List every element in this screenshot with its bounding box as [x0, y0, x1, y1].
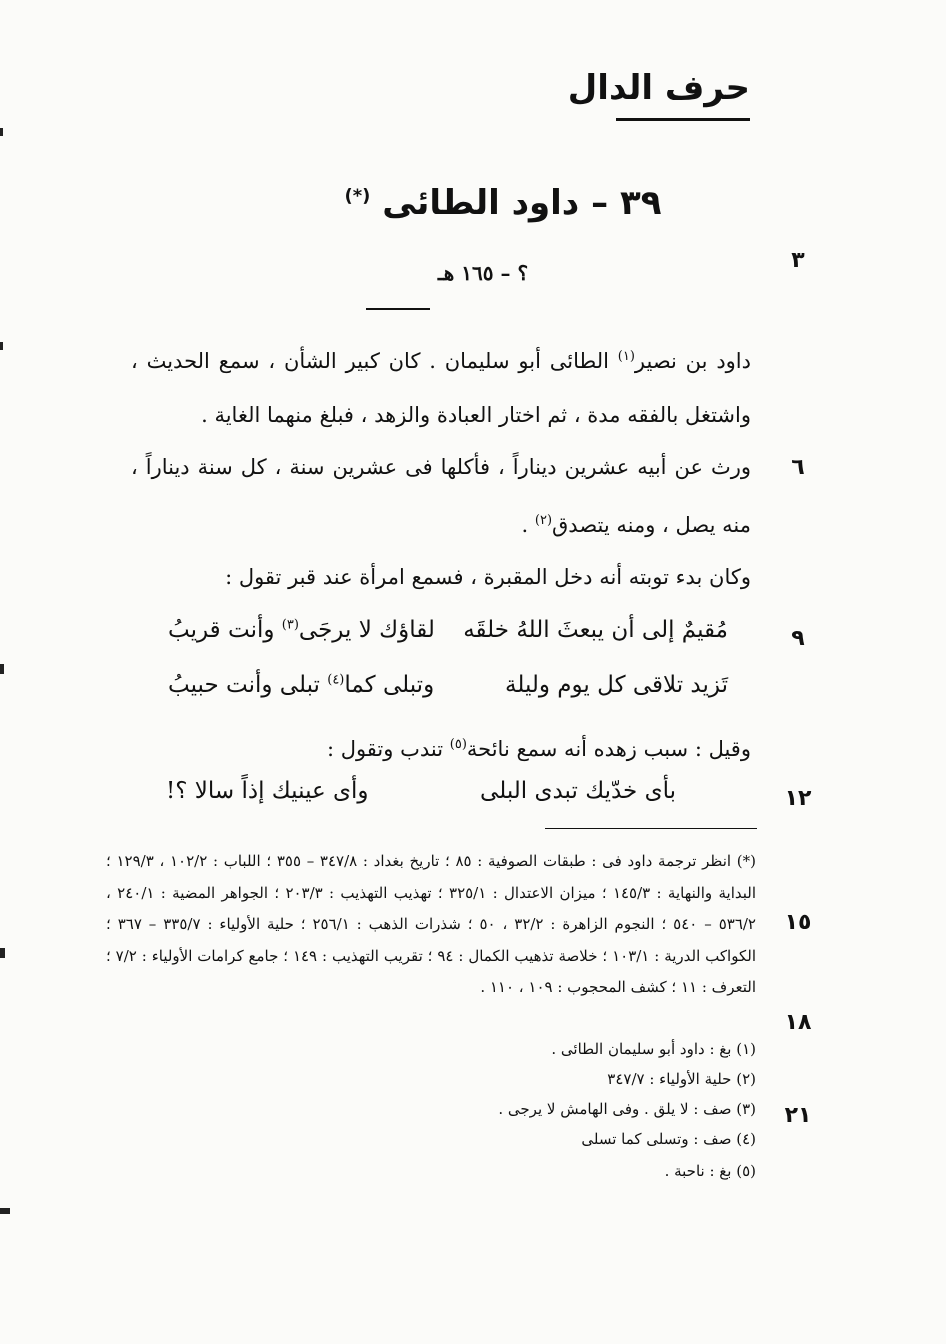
footnote-4 — [581, 1130, 756, 1148]
entry-title-text: ٣٩ – داود الطائى — [382, 183, 662, 223]
verse-2-second-b: تبلى وأنت حبيبُ — [168, 672, 328, 698]
scan-mark — [0, 342, 3, 350]
paragraph-inheritance — [131, 440, 751, 552]
footnote-text: صف : لا يلق . وفى الهامش لا يرجى . — [498, 1100, 732, 1118]
verse-2-first-hemistich: تَزيد تلاقى كل يوم وليلة — [505, 672, 728, 698]
paragraph-repentance: وكان بدء توبته أنه دخل المقبرة ، فسمع امرأة عند قبر تقول : — [225, 565, 751, 589]
verse-2-second-hemistich — [168, 672, 434, 698]
verse-line-3 — [166, 778, 676, 804]
paragraph-reason — [131, 718, 751, 776]
footnote-5 — [665, 1162, 756, 1180]
footnote-number: (١) — [736, 1040, 756, 1058]
line-number-18: ١٨ — [784, 1010, 812, 1035]
scan-mark — [0, 664, 4, 674]
footnote-text: صف : وتسلى كما تسلى — [581, 1130, 732, 1148]
footnote-text: بغ : ناحبة . — [664, 1162, 732, 1180]
scan-mark — [0, 128, 3, 136]
footnote-rule — [545, 828, 757, 829]
footnote-1 — [551, 1040, 756, 1058]
section-title: حرف الدال — [567, 68, 750, 108]
footnote-3 — [498, 1100, 756, 1118]
footnote-number: (٣) — [736, 1100, 756, 1118]
intro-text-a: داود بن نصير — [634, 349, 751, 373]
footnote-text: حلية الأولياء : ٣٤٧/٧ — [607, 1070, 732, 1088]
verse-1-first-hemistich: مُقيمٌ إلى أن يبعثَ اللهُ خلقَه — [463, 617, 728, 643]
footnote-2 — [607, 1070, 756, 1088]
verse-1-second-a: لقاؤك لا يرجَى — [298, 617, 435, 643]
verse-2-second-a: وتبلى كما — [344, 672, 435, 698]
scan-mark — [0, 948, 5, 958]
footnote-sources: (*) انظر ترجمة داود فى : طبقات الصوفية : ٨٥ ؛ تاريخ بغداد : ٣٤٧/٨ – ٣٥٥ ؛ اللباب : ١٠٢/٢ ، ١٢٩/٣ ؛ البداية والنهاية : ١٤٥/٣ ؛ ميزان الاعتدال : ٣٢٥/١ ؛ تهذيب التهذيب : ٢٠٣/٣ ؛ الجواهر المضية : ٢٤٠/١ ، ٥٣٦/٢ – ٥٤٠ ؛ النجوم الزاهرة : ٣٢/٢ ، ٥٠ ؛ شذرات الذهب : ٢٥٦/١ ؛ حلية الأولياء : ٣٣٥/٧ – ٣٦٧ ؛ الكواكب الدرية : ١٠٣/١ ؛ خلاصة تذهيب الكمال : ٩٤ ؛ تقريب التهذيب : ١٤٩ ؛ جامع كرامات الأولياء : ٧/٢ ؛ التعرف : ١١ ؛ كشف المحجوب : ١٠٩ ، ١١٠ . — [106, 852, 756, 996]
entry-star-marker[interactable]: (*) — [344, 185, 371, 207]
inheritance-text-b: . — [521, 513, 535, 537]
verse-1-second-hemistich — [168, 617, 435, 643]
footnote-ref-2[interactable]: (٢) — [534, 513, 553, 528]
verse-3-first-hemistich: بأى خدّيك تبدى البلى — [480, 778, 676, 804]
line-number-3: ٣ — [791, 248, 805, 273]
footnote-ref-1[interactable]: (١) — [617, 349, 635, 364]
line-number-6: ٦ — [791, 455, 805, 480]
reason-text-b: تندب وتقول : — [326, 737, 450, 761]
footnote-number: (٤) — [736, 1130, 756, 1148]
footnote-ref-4[interactable]: (٤) — [327, 672, 345, 688]
entry-title — [0, 183, 946, 223]
entry-dates: ؟ – ١٦٥ هـ — [437, 261, 529, 285]
scan-mark — [0, 1208, 10, 1214]
footnote-text: بغ : داود أبو سليمان الطائى . — [551, 1040, 732, 1058]
paragraph-intro — [131, 330, 751, 442]
inheritance-text-a: ورث عن أبيه عشرين ديناراً ، فأكلها فى عشرين سنة ، كل سنة ديناراً ، منه يصل ، ومنه يتصدق — [131, 455, 751, 537]
verse-3-second-hemistich: وأى عينيك إذاً سالا ؟! — [166, 778, 369, 804]
section-title-rule — [616, 118, 750, 121]
verse-line-2 — [168, 672, 728, 698]
line-number-9: ٩ — [791, 626, 805, 651]
verse-1-second-b: وأنت قريبُ — [168, 617, 282, 643]
dates-rule — [366, 308, 430, 310]
footnote-ref-3[interactable]: (٣) — [281, 617, 299, 633]
intro-text-b: الطائى أبو سليمان . كان كبير الشأن ، سمع الحديث ، واشتغل بالفقه مدة ، ثم اختار العبادة والزهد ، فبلغ منهما الغاية . — [131, 349, 751, 427]
footnote-number: (٢) — [736, 1070, 756, 1088]
footnote-number: (٥) — [736, 1162, 756, 1180]
line-number-15: ١٥ — [784, 910, 812, 935]
reason-text-a: وقيل : سبب زهده أنه سمع نائحة — [466, 737, 751, 761]
line-number-21: ٢١ — [784, 1103, 812, 1128]
footnote-ref-5[interactable]: (٥) — [449, 737, 467, 752]
line-number-12: ١٢ — [784, 786, 812, 811]
verse-line-1 — [168, 617, 728, 643]
